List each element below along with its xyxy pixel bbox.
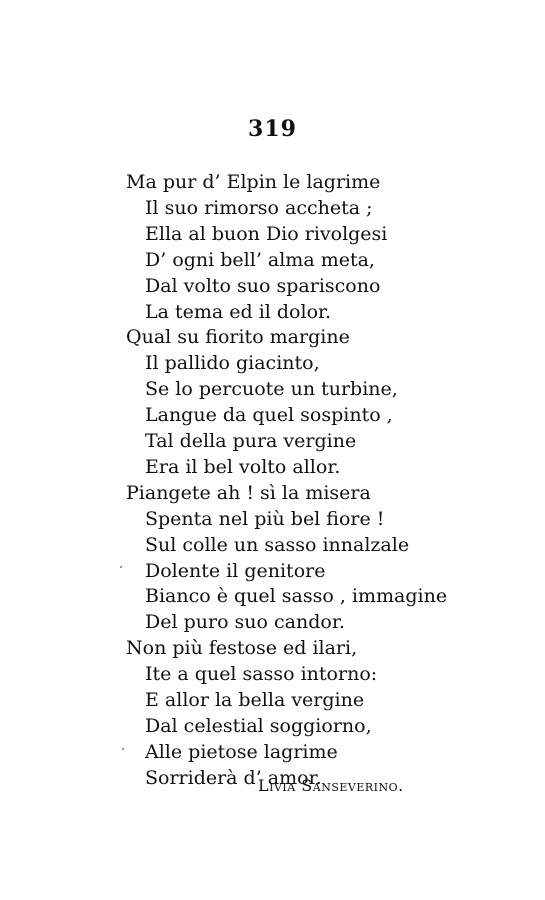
poem-line: Il pallido giacinto, bbox=[145, 352, 320, 375]
poem-line: Ite a quel sasso intorno: bbox=[145, 663, 378, 686]
poem-line: Langue da quel sospinto , bbox=[145, 404, 393, 427]
poem-line: Sul colle un sasso innalzale bbox=[145, 533, 410, 556]
poem-line: Bianco è quel sasso , immagine bbox=[145, 585, 448, 608]
poem-line: Alle pietose lagrime bbox=[145, 740, 338, 763]
poem-line: E allor la bella vergine bbox=[145, 689, 365, 711]
page-number: 319 bbox=[248, 116, 297, 142]
poem-line: Ma pur d’ Elpin le lagrime bbox=[126, 171, 381, 193]
poem-line: Se lo percuote un turbine, bbox=[145, 378, 398, 401]
author-signature: Livia Sanseverino. bbox=[258, 776, 404, 795]
poem-line: Qual su fiorito margine bbox=[126, 326, 350, 349]
poem-line: Era il bel volto allor. bbox=[145, 455, 341, 478]
poem-line: La tema ed il dolor. bbox=[145, 300, 332, 323]
poem-line: Spenta nel più bel fiore ! bbox=[145, 507, 385, 530]
poem-line: Non più festose ed ilari, bbox=[126, 637, 358, 660]
poem-line: Piangete ah ! sì la misera bbox=[126, 481, 371, 504]
poem-line: Dal volto suo spariscono bbox=[145, 274, 381, 297]
poem-line: Sorriderà d’ amor. bbox=[145, 766, 322, 789]
poem-line: Del puro suo candor. bbox=[145, 611, 345, 634]
poem-line: Tal della pura vergine bbox=[145, 430, 357, 452]
print-speck bbox=[122, 748, 124, 750]
print-speck bbox=[120, 566, 122, 568]
poem-line: Dolente il genitore bbox=[145, 559, 326, 582]
poem-line: Dal celestial soggiorno, bbox=[145, 714, 372, 737]
poem-line: Ella al buon Dio rivolgesi bbox=[145, 222, 388, 245]
poem-line: D’ ogni bell’ alma meta, bbox=[145, 248, 375, 271]
poem-line: Il suo rimorso accheta ; bbox=[145, 196, 373, 219]
